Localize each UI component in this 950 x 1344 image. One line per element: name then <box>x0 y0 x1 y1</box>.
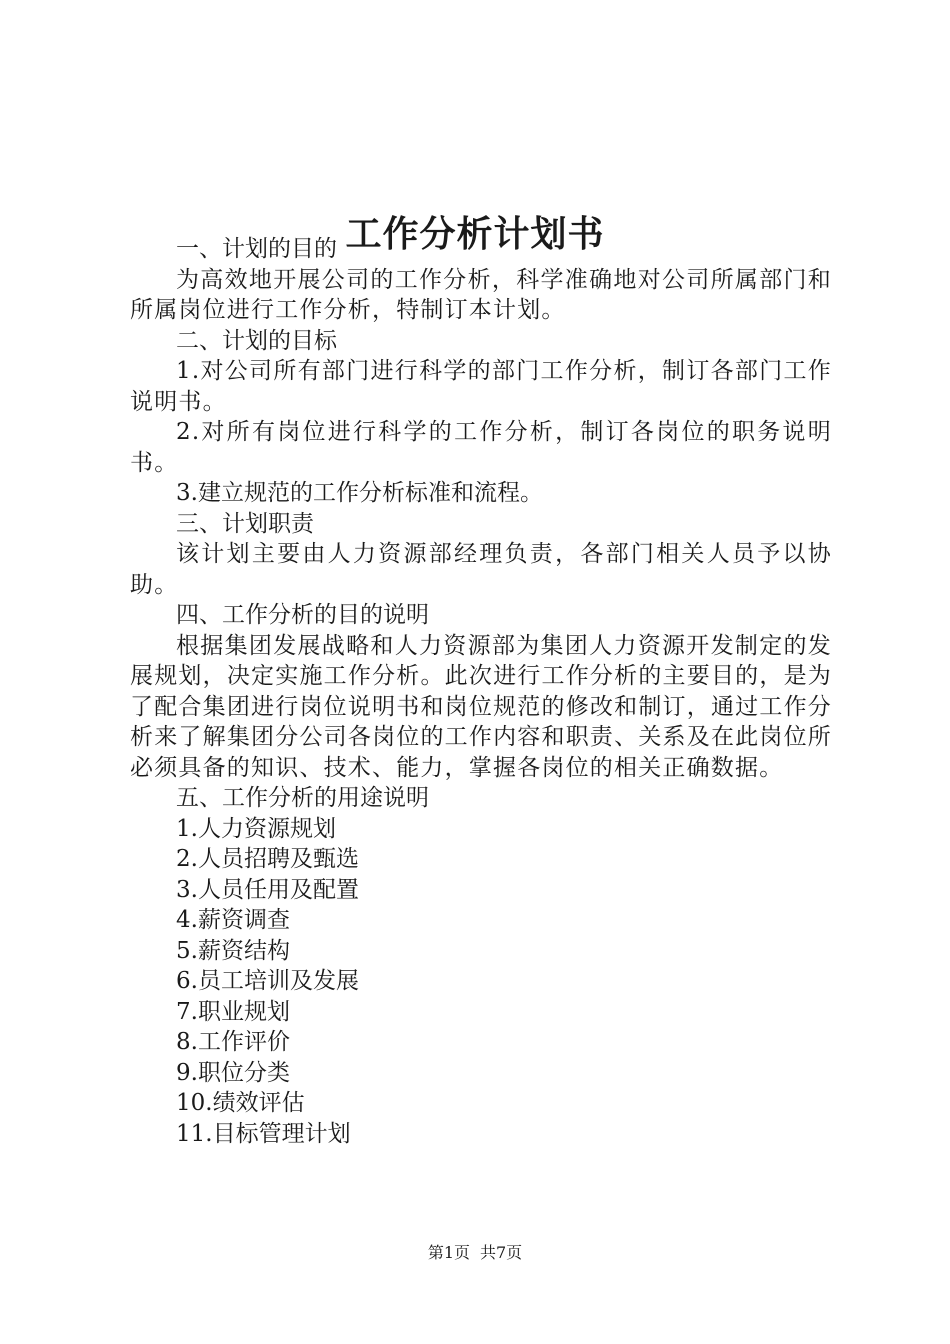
section-heading-purpose: 一、计划的目的 <box>176 236 337 262</box>
page-total: 共7页 <box>480 1243 523 1262</box>
goal-item-3: 3.建立规范的工作分析标准和流程。 <box>176 480 543 506</box>
document-title: 工作分析计划书 <box>345 213 605 256</box>
section-heading-responsibilities: 三、计划职责 <box>176 510 314 537</box>
use-item-4: 4.薪资调查 <box>176 907 290 933</box>
section-heading-uses: 五、工作分析的用途说明 <box>176 785 429 811</box>
use-item-9: 9.职位分类 <box>176 1059 290 1086</box>
page-number: 第1页 <box>427 1243 470 1262</box>
paragraph-analysis-purpose: 根据集团发展战略和人力资源部为集团人力资源开发制定的发展规划，决定实施工作分析。此次进行工作分析的主要目的，是为了配合集团进行岗位说明书和岗位规范的修改和制订，通过工作分析来了解集团分公司各岗位的工作内容和职责、关系及在此岗位所必须具备的知识、技术、能力，掌握各岗位的相关正确数据。 <box>130 632 832 781</box>
goal-item-1: 1.对公司所有部门进行科学的部门工作分析，制订各部门工作说明书。 <box>130 358 832 415</box>
use-item-5: 5.薪资结构 <box>176 937 290 964</box>
use-item-10: 10.绩效评估 <box>176 1090 305 1116</box>
section-heading-goals: 二、计划的目标 <box>176 327 337 354</box>
paragraph-responsibilities: 该计划主要由人力资源部经理负责，各部门相关人员予以协助。 <box>130 541 832 598</box>
use-item-6: 6.员工培训及发展 <box>176 968 359 994</box>
paragraph-purpose: 为高效地开展公司的工作分析，科学准确地对公司所属部门和所属岗位进行工作分析，特制订本计划。 <box>130 266 832 323</box>
use-item-3: 3.人员任用及配置 <box>176 876 359 903</box>
goal-item-2: 2.对所有岗位进行科学的工作分析，制订各岗位的职务说明书。 <box>130 419 832 476</box>
use-item-11: 11.目标管理计划 <box>176 1120 351 1147</box>
use-item-8: 8.工作评价 <box>176 1029 290 1055</box>
document-body <box>130 234 832 1149</box>
use-item-7: 7.职业规划 <box>176 998 290 1025</box>
page-footer <box>0 1243 950 1263</box>
use-item-2: 2.人员招聘及甄选 <box>176 846 359 872</box>
section-heading-analysis-purpose: 四、工作分析的目的说明 <box>176 602 429 628</box>
use-item-1: 1.人力资源规划 <box>176 815 336 842</box>
